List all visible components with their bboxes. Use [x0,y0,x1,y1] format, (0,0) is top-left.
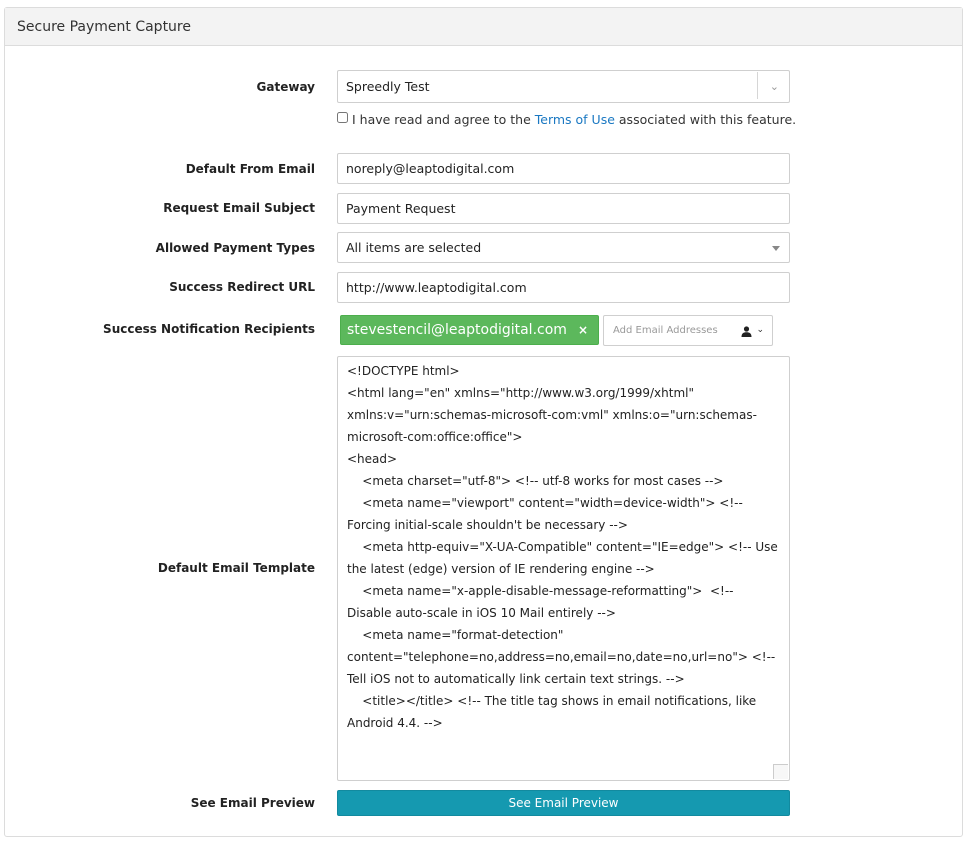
gateway-value: Spreedly Test [346,79,430,94]
add-email-input[interactable] [603,315,773,346]
preview-label: See Email Preview [190,796,315,810]
terms-row [337,112,796,127]
caret-down-icon [772,246,780,251]
payment-types-value: All items are selected [346,240,482,255]
terms-of-use-link[interactable]: Terms of Use [534,112,615,127]
from-email-input[interactable]: noreply@leaptodigital.com [337,153,790,184]
recipient-tag [340,315,599,345]
terms-checkbox[interactable] [337,112,348,123]
subject-input[interactable]: Payment Request [337,193,790,224]
chevron-down-icon: ⌄ [769,80,779,93]
subject-label: Request Email Subject [163,201,315,215]
person-icon[interactable] [741,326,752,337]
payment-types-select[interactable] [337,232,790,263]
resize-handle-icon[interactable] [773,764,788,779]
recipient-tag-text: stevestencil@leaptodigital.com [347,322,567,338]
terms-text-after: associated with this feature. [614,112,797,127]
select-divider [757,72,758,99]
panel-header [5,8,962,46]
redirect-label: Success Redirect URL [169,280,315,294]
terms-text-before: I have read and agree to the [352,112,535,127]
redirect-url-input[interactable]: http://www.leaptodigital.com [337,272,790,303]
remove-tag-icon[interactable]: × [577,323,588,337]
email-template-content: <!DOCTYPE html> <html lang="en" xmlns="http://www.w3.org/1999/xhtml" xmlns:v="urn:schemas-microsoft-com:vml" xmlns:o="urn:schemas-microsoft-com:office:office"> <head> <meta charset="utf-8"> <!-- utf-8 works for most cases --> <meta name="viewport" content="width=device-width"> <!-- Forcing initial-scale shouldn't be necessary --> <meta http-equiv="X-UA-Compatible" content="IE=edge"> <!-- Use the latest (edge) version of IE rendering engine --> <meta name="x-apple-disable-message-reformatting"> <!-- Disable auto-scale in iOS 10 Mail entirely --> <meta name="format-detection" content="telephone=no,address=no,email=no,date=no,url=no"> <!-- Tell iOS not to automatically link certain text strings. --> <title></title> <!-- The title tag shows in email notifications, like Android 4.4. --> [347,364,778,730]
template-label: Default Email Template [157,561,315,575]
panel-title: Secure Payment Capture [17,19,191,35]
chevron-down-icon[interactable]: ⌄ [756,325,764,335]
add-email-placeholder: Add Email Addresses [613,325,718,336]
recipients-label: Success Notification Recipients [103,322,315,336]
from-email-label: Default From Email [185,162,315,176]
see-email-preview-button[interactable]: See Email Preview [337,790,790,816]
gateway-select[interactable] [337,70,790,103]
payment-types-label: Allowed Payment Types [155,241,315,255]
gateway-label: Gateway [256,80,315,94]
email-template-textarea[interactable] [337,356,790,781]
